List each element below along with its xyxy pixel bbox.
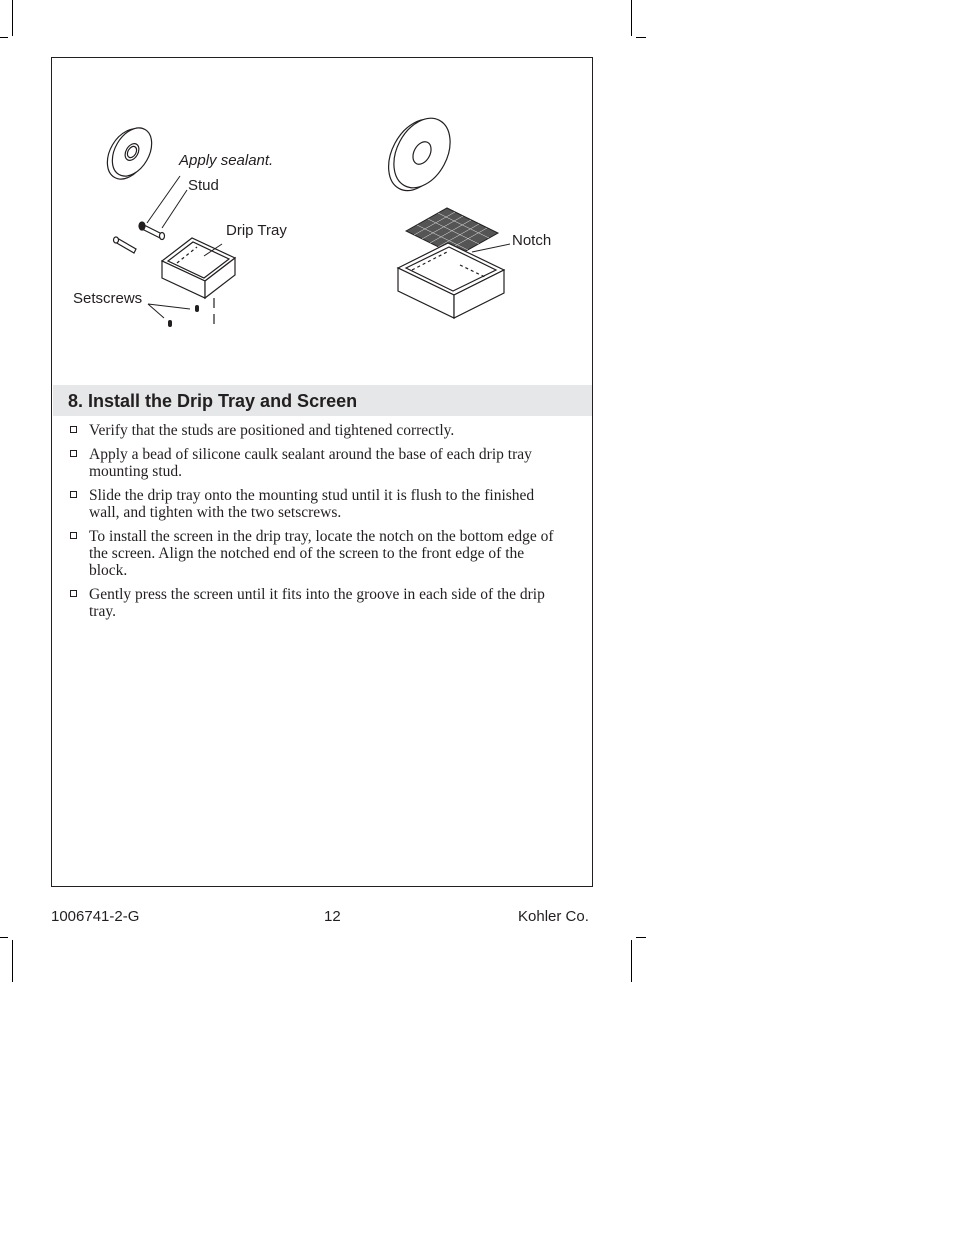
crop-mark xyxy=(631,0,632,36)
checkbox-bullet-icon xyxy=(70,491,77,498)
checkbox-bullet-icon xyxy=(70,532,77,539)
drip-tray-label: Drip Tray xyxy=(226,222,287,239)
setscrews-label: Setscrews xyxy=(73,290,143,307)
drip-tray-diagram xyxy=(52,58,592,384)
section-header xyxy=(53,385,592,416)
list-item xyxy=(68,586,558,620)
crop-mark xyxy=(636,937,646,938)
page-number: 12 xyxy=(324,908,341,925)
list-item xyxy=(68,422,558,439)
step-text: Apply a bead of silicone caulk sealant around the base of each drip tray mounting stud. xyxy=(89,446,532,480)
checkbox-bullet-icon xyxy=(70,590,77,597)
flange-left xyxy=(99,121,160,186)
step-text: Verify that the studs are positioned and tightened correctly. xyxy=(89,422,455,439)
crop-mark xyxy=(0,37,8,38)
list-item xyxy=(68,487,558,521)
list-item xyxy=(68,528,558,579)
crop-mark xyxy=(12,0,13,36)
flange-right xyxy=(377,109,461,201)
notch-label: Notch xyxy=(512,232,552,249)
company-name: Kohler Co. xyxy=(518,908,589,925)
step-text: Slide the drip tray onto the mounting stud until it is flush to the finished wall, and tighten with the two setscrews. xyxy=(89,487,535,521)
apply-sealant-label: Apply sealant. xyxy=(179,152,274,169)
crop-mark xyxy=(636,37,646,38)
stud-label: Stud xyxy=(188,177,219,194)
setscrew-shaft xyxy=(114,237,137,253)
step-list xyxy=(68,422,558,627)
drip-tray-right xyxy=(398,243,504,318)
crop-mark xyxy=(12,940,13,982)
doc-number: 1006741-2-G xyxy=(51,908,140,925)
drip-tray-left xyxy=(162,238,235,298)
crop-mark xyxy=(0,937,8,938)
stud xyxy=(139,222,165,240)
installation-illustration xyxy=(52,58,592,384)
instruction-panel xyxy=(51,57,593,887)
checkbox-bullet-icon xyxy=(70,426,77,433)
step-text: To install the screen in the drip tray, locate the notch on the bottom edge of the screen. Align the notched end of the screen to the front edge of the block. xyxy=(89,528,554,579)
checkbox-bullet-icon xyxy=(70,450,77,457)
section-title: 8. Install the Drip Tray and Screen xyxy=(68,391,358,411)
list-item xyxy=(68,446,558,480)
step-text: Gently press the screen until it fits into the groove in each side of the drip tray. xyxy=(89,586,545,620)
crop-mark xyxy=(631,940,632,982)
